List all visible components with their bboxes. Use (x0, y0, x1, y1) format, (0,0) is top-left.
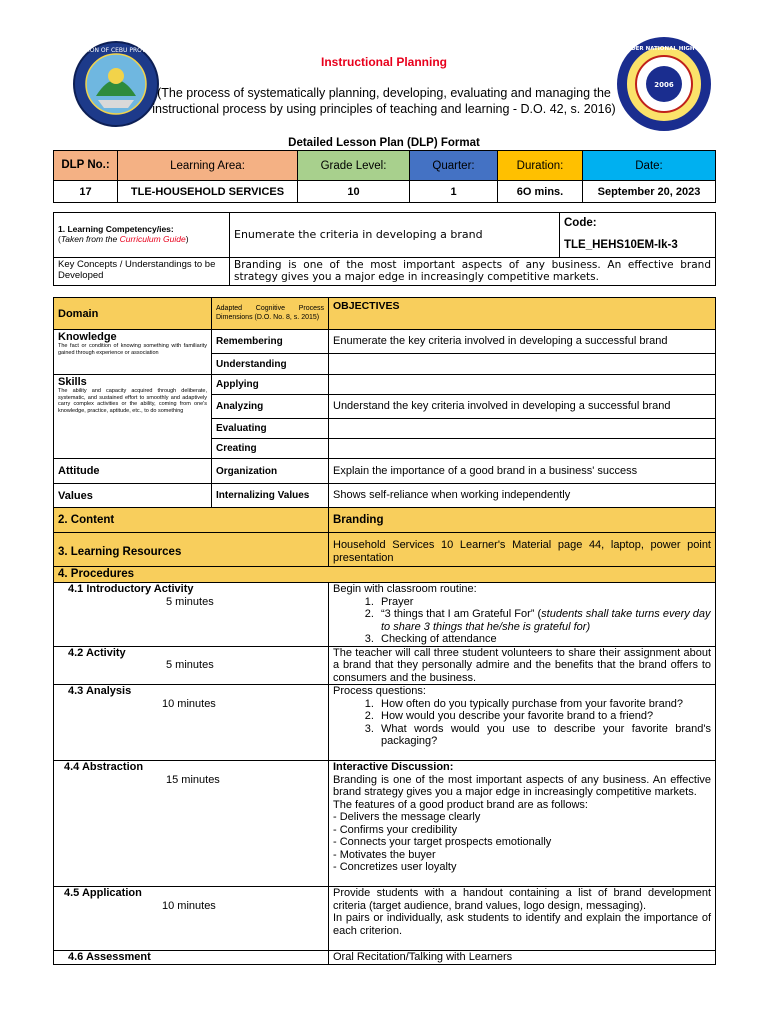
resources-value: Household Services 10 Learner's Material page 44, laptop, power point presentation (329, 533, 716, 571)
level-analyzing: Analyzing (212, 395, 329, 419)
proc-43-intro: Process questions: (333, 685, 426, 697)
proc-45-time: 10 minutes (162, 899, 216, 912)
competency-label-title: 1. Learning Competency/ies: (58, 224, 174, 235)
skills-cell (54, 375, 212, 459)
objective-creating (329, 439, 716, 459)
proc-43-cell (54, 685, 329, 761)
duration-value: 6O mins. (498, 181, 583, 203)
proc-41-content (329, 583, 716, 647)
document-description-line2: instructional process by using principles of teaching and learning - D.O. 42, s. 2016) (152, 102, 616, 116)
format-title: Detailed Lesson Plan (DLP) Format (288, 137, 480, 149)
proc-44-title: 4.4 Abstraction (64, 761, 144, 773)
proc-44-cell (54, 761, 329, 887)
list-item: - Delivers the message clearly (333, 811, 481, 823)
level-understanding: Understanding (212, 354, 329, 375)
proc-46-title: 4.6 Assessment (54, 951, 329, 965)
objective-organization: Explain the importance of a good brand in a business' success (329, 459, 716, 484)
curriculum-guide-text: Curriculum Guide (119, 233, 186, 244)
attitude-title: Attitude (54, 459, 212, 484)
skills-title: Skills (58, 376, 87, 388)
left-seal-text: DIVISION OF CEBU PROVINCE (71, 47, 161, 54)
objective-analyzing: Understand the key criteria involved in developing a successful brand (329, 395, 716, 419)
proc-41-time: 5 minutes (166, 595, 214, 608)
right-seal-text: SANTANDER NATIONAL HIGH SCHOOL (606, 46, 722, 52)
content-label: 2. Content (54, 508, 329, 533)
knowledge-cell (54, 330, 212, 375)
skills-desc: The ability and capacity acquired through deliberate, systematic, and sustained effort to smoothly and adaptively carry complex activities or the ability, coming from one's knowledge, practice, aptitude, etc., to do something (58, 388, 207, 414)
level-remembering: Remembering (212, 330, 329, 354)
learning-area-header: Learning Area: (118, 151, 298, 181)
right-seal-year: 2006 (654, 81, 674, 89)
objective-remembering: Enumerate the key criteria involved in developing a successful brand (329, 330, 716, 354)
competency-label-taken: Taken from the (60, 233, 118, 244)
proc-41-intro: Begin with classroom routine: (333, 583, 477, 595)
process-header: Adapted Cognitive Process Dimensions (D.O. No. 8, s. 2015) (212, 298, 329, 330)
domain-header: Domain (54, 298, 212, 330)
proc-41-italic: students shall take turns every day to share 3 things that he/she is grateful for) (381, 608, 711, 633)
competency-text: Enumerate the criteria in developing a brand (230, 213, 560, 258)
code-label: Code: (564, 217, 597, 229)
proc-43-time: 10 minutes (162, 697, 216, 710)
proc-43-content (329, 685, 716, 761)
document-description-line1: (The process of systematically planning, developing, evaluating and managing the (157, 86, 611, 100)
proc-45-cell (54, 887, 329, 951)
quarter-header: Quarter: (410, 151, 498, 181)
proc-44-heading: Interactive Discussion: (333, 761, 454, 773)
content-value: Branding (329, 508, 716, 533)
objective-understanding (329, 354, 716, 375)
proc-44-content (329, 761, 716, 887)
document-title: Instructional Planning (320, 55, 447, 69)
code-value: TLE_HEHS10EM-Ik-3 (564, 238, 678, 251)
proc-45-para1: Provide students with a handout containing a list of brand development criteria (target audience, brand values, logo design, messaging). (333, 887, 712, 912)
list-item: 3. What words would you use to describe your favorite brand's packaging? (377, 723, 711, 748)
proc-45-title: 4.5 Application (64, 887, 142, 899)
knowledge-desc: The fact or condition of knowing something with familiarity gained through experience or association (58, 343, 207, 356)
list-item: - Connects your target prospects emotionally (333, 836, 552, 848)
list-item: 1. Prayer (377, 596, 711, 609)
dlp-no-header: DLP No.: (54, 151, 118, 181)
objective-applying (329, 375, 716, 395)
list-item: - Concretizes user loyalty (333, 861, 457, 873)
proc-44-time: 15 minutes (166, 773, 220, 786)
duration-header: Duration: (498, 151, 583, 181)
objective-internalizing-values: Shows self-reliance when working independently (329, 484, 716, 508)
proc-43-title: 4.3 Analysis (68, 685, 132, 697)
competency-label: 1. Learning Competency/ies: (Taken from the Curriculum Guide) (54, 213, 230, 258)
list-item: 2. How would you describe your favorite brand to a friend? (377, 710, 711, 723)
proc-41-cell (54, 583, 329, 647)
proc-42-text: The teacher will call three student volunteers to share their assignment about a brand that they personally admire and the benefits that the brand offers to consumers and the business. (329, 646, 716, 685)
proc-45-content (329, 887, 716, 951)
level-internalizing-values: Internalizing Values (212, 484, 329, 508)
objectives-header: OBJECTIVES (329, 298, 716, 330)
date-header: Date: (583, 151, 716, 181)
level-creating: Creating (212, 439, 329, 459)
level-organization: Organization (212, 459, 329, 484)
dlp-no-value: 17 (54, 181, 118, 203)
date-value: September 20, 2023 (583, 181, 716, 203)
values-title: Values (54, 484, 212, 508)
procedures-label: 4. Procedures (54, 567, 716, 583)
level-applying: Applying (212, 375, 329, 395)
knowledge-title: Knowledge (58, 331, 117, 343)
competency-table (53, 212, 716, 286)
proc-42-title: 4.2 Activity (68, 646, 126, 659)
quarter-value: 1 (410, 181, 498, 203)
grade-level-header: Grade Level: (298, 151, 410, 181)
list-item: 2. “3 things that I am Grateful For” (students shall take turns every day to share 3 things that he/she is grateful for) (377, 608, 711, 633)
procedures-table (53, 566, 716, 965)
grade-level-value: 10 (298, 181, 410, 203)
dlp-info-table (53, 150, 716, 203)
proc-45-para2: In pairs or individually, ask students to identify and explain the importance of each criterion. (333, 912, 712, 937)
proc-44-para: Branding is one of the most important aspects of any business. An effective brand strategy gives you a major edge in increasingly competitive markets. (333, 773, 712, 798)
list-item: - Motivates the buyer (333, 848, 436, 861)
resources-label: 3. Learning Resources (54, 533, 329, 571)
objectives-table (53, 297, 716, 571)
list-item: 3. Checking of attendance (377, 633, 711, 646)
list-item: - Confirms your credibility (333, 823, 458, 836)
proc-42-cell (54, 646, 329, 685)
key-concepts-label: Key Concepts / Understandings to be Developed (54, 257, 230, 285)
key-concepts-text: Branding is one of the most important aspects of any business. An effective brand strategy gives you a major edge in increasingly competitive markets. (230, 257, 716, 285)
learning-area-value: TLE-HOUSEHOLD SERVICES (118, 181, 298, 203)
list-item: 1. How often do you typically purchase from your favorite brand? (377, 698, 711, 711)
proc-44-features-intro: The features of a good product brand are as follows: (333, 798, 588, 811)
objective-evaluating (329, 419, 716, 439)
proc-41-title: 4.1 Introductory Activity (68, 583, 194, 595)
level-evaluating: Evaluating (212, 419, 329, 439)
proc-42-time: 5 minutes (166, 659, 214, 671)
proc-46-text: Oral Recitation/Talking with Learners (329, 951, 716, 965)
code-cell (560, 213, 716, 258)
